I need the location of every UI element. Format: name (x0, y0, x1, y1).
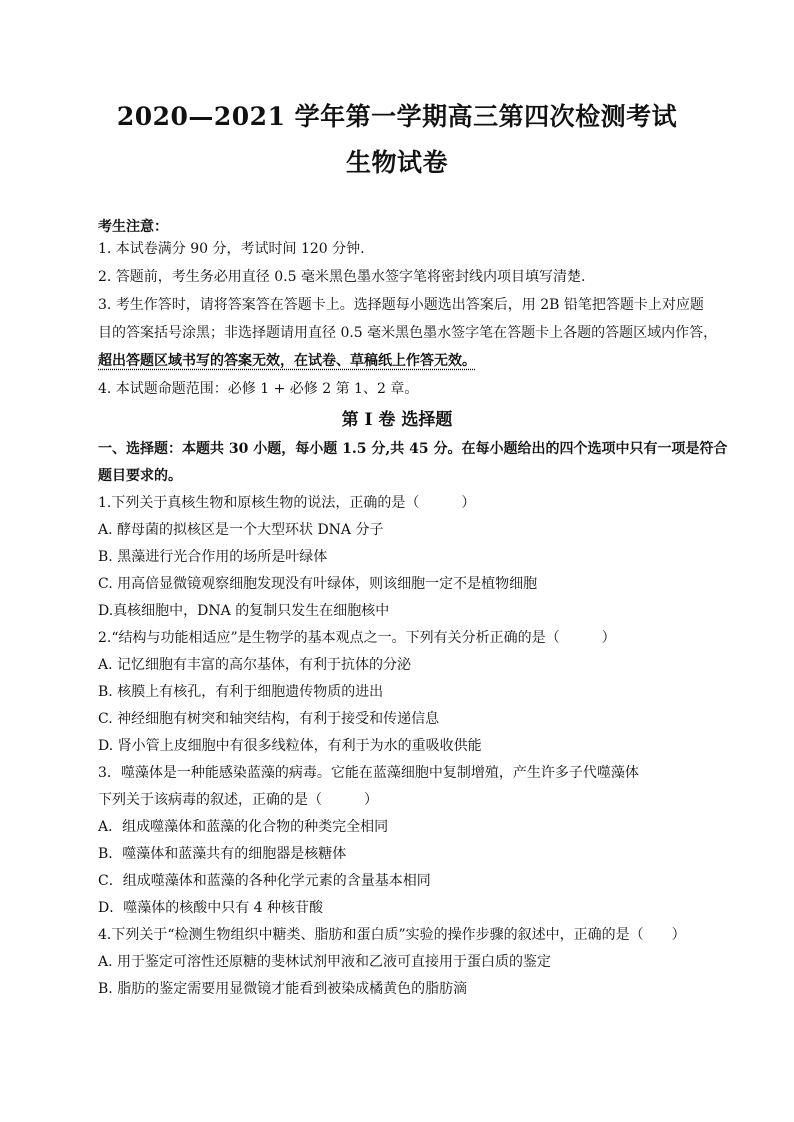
question-1-option-a: A. 酵母菌的拟核区是一个大型环状 DNA 分子 (98, 522, 384, 538)
notice-item: 2. 答题前，考生务必用直径 0.5 毫米黑色墨水签字笔将密封线内项目填写清楚. (98, 269, 586, 285)
question-2-stem: 2.“结构与功能相适应”是生物学的基本观点之一。下列有关分析正确的是（ ） (98, 630, 616, 646)
notice-item: 目的答案括号涂黑；非选择题请用直径 0.5 毫米黑色墨水签字笔在答题卡上各题的答题区域内作答， (98, 325, 718, 341)
question-1-option-c: C. 用高倍显微镜观察细胞发现没有叶绿体，则该细胞一定不是植物细胞 (98, 576, 538, 592)
question-2-option-a: A. 记忆细胞有丰富的高尔基体，有利于抗体的分泌 (98, 657, 412, 673)
question-1-option-d: D.真核细胞中，DNA 的复制只发生在细胞核中 (98, 603, 390, 619)
question-2-option-c: C. 神经细胞有树突和轴突结构，有利于接受和传递信息 (98, 711, 440, 727)
notice-item: 1. 本试卷满分 90 分，考试时间 120 分钟. (98, 241, 365, 257)
question-3-option-d: D．噬藻体的核酸中只有 4 种核苷酸 (98, 900, 324, 916)
exam-title: 2020—2021 学年第一学期高三第四次检测考试 (116, 102, 678, 131)
section-instructions: 一、选择题：本题共 30 小题，每小题 1.5 分,共 45 分。在每小题给出的四个选项中只有一项是符合 (98, 441, 728, 457)
question-4-option-a: A. 用于鉴定可溶性还原糖的斐林试剂甲液和乙液可直接用于蛋白质的鉴定 (98, 954, 552, 970)
question-1-option-b: B. 黑藻进行光合作用的场所是叶绿体 (98, 549, 328, 565)
notice-item: 3. 考生作答时，请将答案答在答题卡上。选择题每小题选出答案后，用 2B 铅笔把答题卡上对应题 (98, 297, 704, 313)
notice-item-emphasis: 超出答题区域书写的答案无效，在试卷、草稿纸上作答无效。 (98, 353, 476, 369)
question-3-option-b: B．噬藻体和蓝藻共有的细胞器是核糖体 (98, 846, 347, 862)
section-title: 第 I 卷 选择题 (341, 410, 453, 430)
question-1-stem: 1.下列关于真核生物和原核生物的说法，正确的是（ ） (98, 495, 476, 511)
notice-heading: 考生注意： (98, 219, 168, 235)
question-2-option-d: D. 肾小管上皮细胞中有很多线粒体，有利于为水的重吸收供能 (98, 738, 482, 754)
question-4-stem: 4.下列关于“检测生物组织中糖类、脂肪和蛋白质”实验的操作步骤的叙述中，正确的是（ ） (98, 927, 686, 943)
question-3-stem: 下列关于该病毒的叙述，正确的是（ ） (98, 792, 378, 808)
question-4-option-b: B. 脂肪的鉴定需要用显微镜才能看到被染成橘黄色的脂肪滴 (98, 981, 468, 997)
question-3-option-c: C．组成噬藻体和蓝藻的各种化学元素的含量基本相同 (98, 873, 431, 889)
question-3-stem: 3．噬藻体是一种能感染蓝藻的病毒。它能在蓝藻细胞中复制增殖，产生许多子代噬藻体 (98, 765, 639, 781)
exam-subtitle: 生物试卷 (345, 148, 448, 177)
section-instructions: 题目要求的。 (98, 468, 182, 484)
notice-item: 4. 本试题命题范围：必修 1 + 必修 2 第 1、2 章。 (98, 381, 419, 397)
question-3-option-a: A．组成噬藻体和蓝藻的化合物的种类完全相同 (98, 819, 389, 835)
question-2-option-b: B. 核膜上有核孔，有利于细胞遗传物质的进出 (98, 684, 384, 700)
